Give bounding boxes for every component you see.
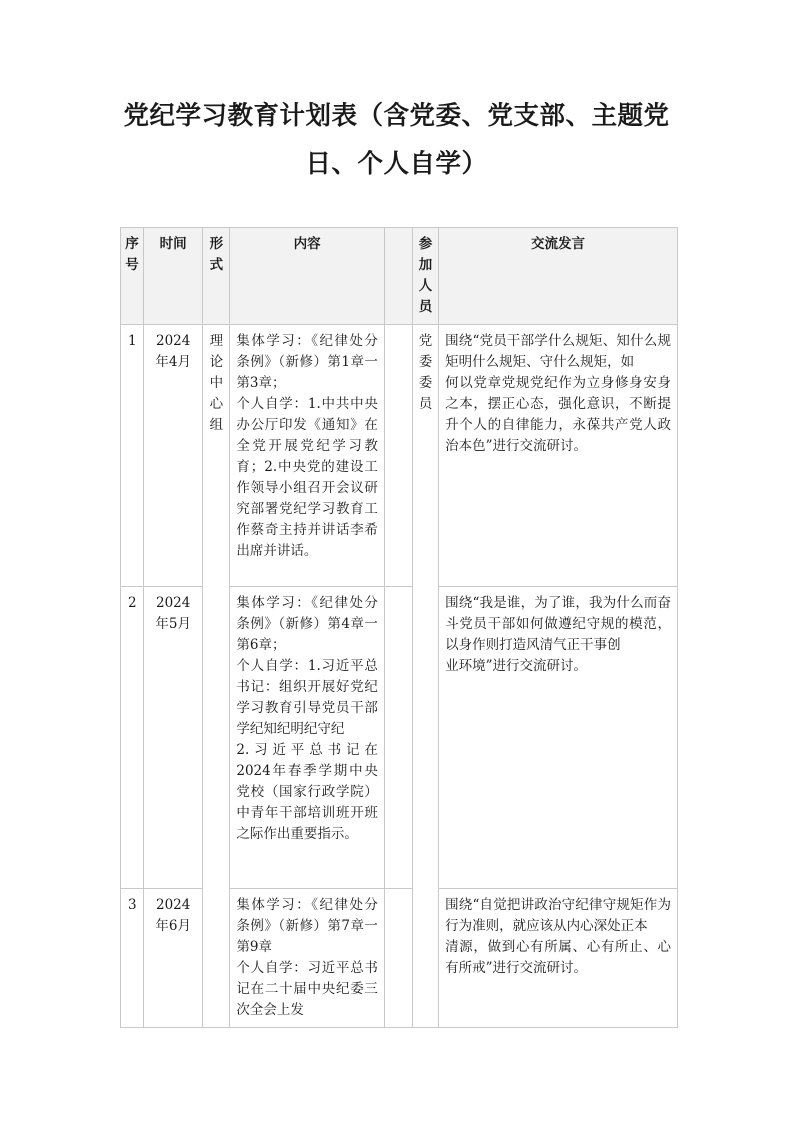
row-blank [384,889,412,1028]
participants-cell: 党委委员 [413,325,439,1028]
row-blank [384,587,412,889]
row-speech [439,325,678,587]
header-speech: 交流发言 [439,228,678,325]
content-paragraph: 集体学习：《纪律处分条例》（新修）第7章一第9章 [236,897,378,955]
content-paragraph: 2.习近平总书记在2024年春季学期中央党校（国家行政学院）中青年干部培训班开班之际作出重要指示。 [236,742,378,842]
row-seq: 2 [121,587,144,889]
content-paragraph: 个人自学：1.习近平总书记：组织开展好党纪学习教育引导党员干部学纪知纪明纪守纪 [236,658,378,737]
page-title: 党纪学习教育计划表（含党委、党支部、主题党日、个人自学） [123,101,670,179]
table-header-row [121,228,678,325]
content-paragraph: 集体学习：《纪律处分条例》（新修）第1章一第3章； [236,333,378,391]
speech-paragraph: 围绕“党员干部学什么规矩、知什么规矩明什么规矩、守什么规矩，如 [445,333,671,370]
header-blank [384,228,412,325]
row-content [230,587,385,889]
table-row [121,325,678,587]
content-paragraph: 集体学习：《纪律处分条例》（新修）第4章一第6章； [236,595,378,653]
row-content [230,325,385,587]
speech-paragraph: 围绕“自觉把讲政治守纪律守规矩作为行为准则，就应该从内心深处正本 [445,897,671,934]
content-paragraph: 个人自学：习近平总书记在二十届中央纪委三次全会上发 [236,960,378,1018]
row-time: 2024年6月 [144,889,203,1028]
speech-paragraph: 何以党章党规党纪作为立身修身安身之本，摆正心态，强化意识，不断提升个人的自律能力，永葆共产党人政治本色”进行交流研讨。 [445,375,671,454]
row-time: 2024年4月 [144,325,203,587]
speech-paragraph: 清源，做到心有所属、心有所止、心有所戒”进行交流研讨。 [445,939,671,976]
header-form: 形式 [203,228,230,325]
row-speech [439,587,678,889]
row-time: 2024年5月 [144,587,203,889]
row-seq: 1 [121,325,144,587]
speech-paragraph: 业环境”进行交流研讨。 [445,658,587,674]
form-cell: 理论中心组 [203,325,230,1028]
speech-paragraph: 围绕“我是谁，为了谁，我为什么而奋斗党员干部如何做遵纪守规的模范，以身作则打造风清气正干事创 [445,595,671,653]
row-content [230,889,385,1028]
header-content: 内容 [230,228,385,325]
header-participants: 参加人员 [413,228,439,325]
plan-table [120,227,678,1028]
row-speech [439,889,678,1028]
header-time: 时间 [144,228,203,325]
row-blank [384,325,412,587]
content-paragraph: 个人自学：1.中共中央办公厅印发《通知》在全党开展党纪学习教育；2.中央党的建设工作领导小组召开会议研究部署党纪学习教育工作蔡奇主持并讲话李希出席并讲话。 [236,396,378,559]
header-seq: 序号 [121,228,144,325]
row-seq: 3 [121,889,144,1028]
